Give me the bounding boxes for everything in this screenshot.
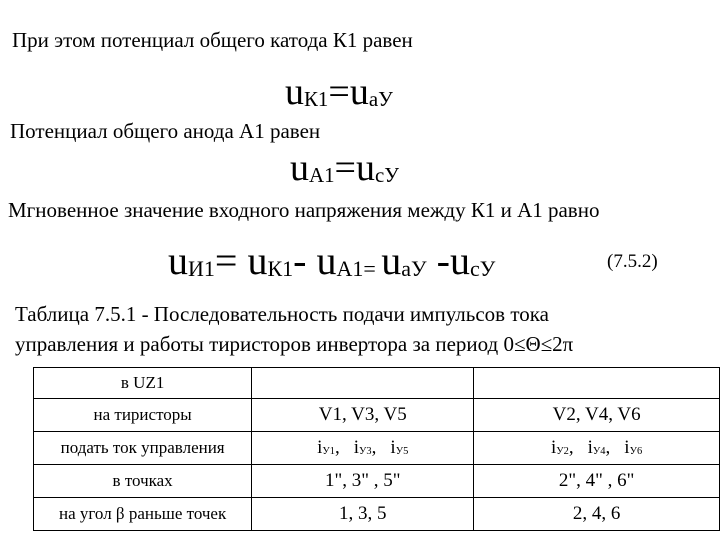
table-header-row [34, 368, 720, 399]
table-header-cell: в UZ1 [34, 368, 252, 399]
formula-symbol: u [290, 147, 309, 189]
table-row [34, 432, 720, 465]
formula-subscript: сУ [374, 163, 400, 188]
cell-group2: 2, 4, 6 [474, 498, 720, 531]
formula-symbol: u [247, 238, 268, 283]
cell-group2: 2", 4" , 6" [474, 465, 720, 498]
formula-symbol: u [285, 71, 304, 113]
equation-number: (7.5.2) [607, 251, 658, 272]
cell-group1: 1, 3, 5 [252, 498, 474, 531]
formula-subscript: К1 [304, 87, 329, 112]
sequence-table [33, 367, 720, 531]
cell-group2: $i_{У2}$, $i_{У4}$, $i_{У6}$ [474, 432, 720, 465]
formula-ui1 [168, 237, 495, 284]
formula-uk1 [285, 70, 393, 114]
formula-operator: = [214, 238, 248, 283]
current-symbol: i [317, 437, 323, 458]
formula-operator: = [328, 71, 350, 113]
formula-operator: - [293, 238, 317, 283]
current-subscript: У2 [556, 446, 569, 458]
formula-symbol: u [355, 147, 375, 189]
row-label: на угол β раньше точек [34, 498, 252, 531]
formula-symbol: u [316, 238, 337, 283]
current-symbol: i [353, 437, 360, 458]
text-line-cathode: При этом потенциал общего катода К1 равен [12, 28, 413, 52]
table-cell-empty [252, 368, 474, 399]
current-symbol: i [587, 437, 593, 458]
current-symbol: i [551, 437, 557, 458]
table-row [34, 465, 720, 498]
row-label: в точках [34, 465, 252, 498]
current-subscript: У6 [629, 446, 643, 458]
current-subscript: У3 [359, 446, 372, 458]
formula-operator: - [426, 238, 450, 283]
formula-subscript: А1 [309, 163, 335, 188]
formula-symbol: u [381, 238, 402, 283]
text-line-anode: Потенциал общего анода А1 равен [10, 119, 321, 143]
formula-subscript: А1 [336, 256, 364, 282]
cell-group1: V1, V3, V5 [252, 399, 474, 432]
row-label: подать ток управления [34, 432, 252, 465]
formula-subscript: К1 [267, 256, 294, 282]
cell-group1: $i_{У1}$, $i_{У3}$, $i_{У5}$ [252, 432, 474, 465]
formula-subscript: сУ [469, 256, 496, 282]
current-symbol: i [390, 437, 396, 458]
table-row [34, 399, 720, 432]
table-row [34, 498, 720, 531]
formula-subscript: аУ [401, 256, 427, 282]
table-caption-line2: управления и работы тиристоров инвертора за период 0≤Θ≤2π [15, 332, 574, 356]
formula-symbol: u [449, 238, 470, 283]
formula-symbol: u [349, 71, 369, 113]
cell-group1: 1", 3" , 5" [252, 465, 474, 498]
current-subscript: У4 [592, 446, 606, 458]
formula-operator: = [334, 147, 356, 189]
current-subscript: У1 [322, 446, 336, 458]
row-label: на тиристоры [34, 399, 252, 432]
formula-subscript: аУ [368, 87, 393, 112]
formula-subscript: И1 [188, 256, 215, 282]
formula-symbol: u [168, 238, 188, 283]
current-subscript: У5 [395, 446, 409, 458]
formula-operator-small: = [363, 256, 382, 282]
formula-ua1 [290, 146, 399, 190]
text-line-voltage: Мгновенное значение входного напряжения между К1 и А1 равно [8, 198, 600, 222]
table-caption-line1: Таблица 7.5.1 - Последовательность подачи импульсов тока [15, 302, 549, 326]
cell-group2: V2, V4, V6 [474, 399, 720, 432]
current-symbol: i [624, 437, 630, 458]
table-cell-empty [474, 368, 720, 399]
